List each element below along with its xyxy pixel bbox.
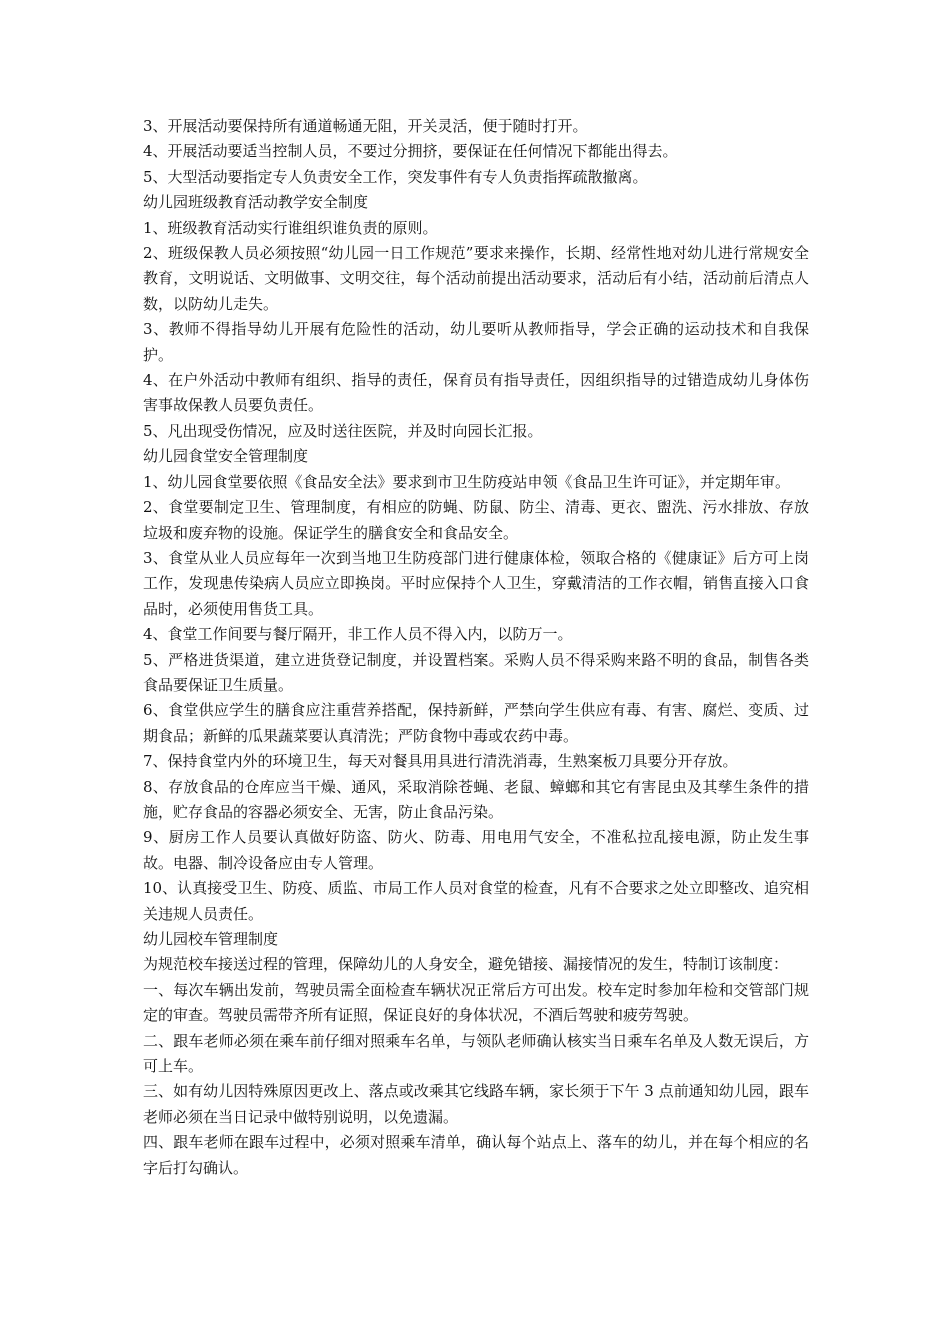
section-heading: 幼儿园班级教育活动教学安全制度 [143, 193, 369, 212]
paragraph: 4、开展活动要适当控制人员，不要过分拥挤，要保证在任何情况下都能出得去。 [143, 142, 678, 161]
document-page [143, 114, 809, 1181]
section-heading: 幼儿园校车管理制度 [143, 930, 279, 948]
paragraph: 5、大型活动要指定专人负责安全工作，突发事件有专人负责指挥疏散撤离。 [143, 167, 648, 186]
paragraph: 2、班级保教人员必须按照“幼儿园一日工作规范”要求来操作，长期、经常性地对幼儿进行常规安全教育，文明说话、文明做事、文明交往，每个活动前提出活动要求，活动后有小结，活动前后清点人数，以防幼儿走失。 [143, 244, 809, 313]
paragraph: 7、保持食堂内外的环境卫生，每天对餐具用具进行清洗消毒，生熟案板刀具要分开存放。 [143, 752, 738, 771]
paragraph: 5、严格进货渠道，建立进货登记制度，并设置档案。采购人员不得采购来路不明的食品，制售各类食品要保证卫生质量。 [143, 650, 809, 694]
paragraph: 8、存放食品的仓库应当干燥、通风，采取消除苍蝇、老鼠、蟑螂和其它有害昆虫及其孳生条件的措施，贮存食品的容器必须安全、无害，防止食品污染。 [143, 777, 809, 821]
paragraph: 为规范校车接送过程的管理，保障幼儿的人身安全，避免错接、漏接情况的发生，特制订该制度： [143, 955, 789, 974]
paragraph: 5、凡出现受伤情况，应及时送往医院，并及时向园长汇报。 [143, 421, 543, 440]
paragraph: 3、开展活动要保持所有通道畅通无阻，开关灵活，便于随时打开。 [143, 117, 588, 135]
paragraph: 4、在户外活动中教师有组织、指导的责任，保育员有指导责任，因组织指导的过错造成幼儿身体伤害事故保教人员要负责任。 [143, 371, 809, 415]
paragraph: 四、跟车老师在跟车过程中，必须对照乘车清单，确认每个站点上、落车的幼儿，并在每个相应的名字后打勾确认。 [143, 1133, 809, 1177]
paragraph: 2、食堂要制定卫生、管理制度，有相应的防蝇、防鼠、防尘、清毒、更衣、盥洗、污水排放、存放垃圾和废弃物的设施。保证学生的膳食安全和食品安全。 [143, 498, 809, 542]
paragraph: 9、厨房工作人员要认真做好防盗、防火、防毒、用电用气安全，不准私拉乱接电源，防止发生事故。电器、制冷设备应由专人管理。 [143, 828, 809, 872]
paragraph: 一、每次车辆出发前，驾驶员需全面检查车辆状况正常后方可出发。校车定时参加年检和交管部门规定的审查。驾驶员需带齐所有证照，保证良好的身体状况，不酒后驾驶和疲劳驾驶。 [143, 980, 809, 1025]
paragraph: 3、教师不得指导幼儿开展有危险性的活动，幼儿要听从教师指导，学会正确的运动技术和自我保护。 [143, 320, 809, 364]
paragraph: 1、班级教育活动实行谁组织谁负责的原则。 [143, 218, 438, 237]
paragraph: 三、如有幼儿因特殊原因更改上、落点或改乘其它线路车辆，家长须于下午 3 点前通知幼儿园，跟车老师必须在当日记录中做特别说明，以免遗漏。 [143, 1082, 809, 1126]
paragraph: 6、食堂供应学生的膳食应注重营养搭配，保持新鲜，严禁向学生供应有毒、有害、腐烂、变质、过期食品；新鲜的瓜果蔬菜要认真清洗；严防食物中毒或农药中毒。 [143, 701, 809, 745]
paragraph: 4、食堂工作间要与餐厅隔开，非工作人员不得入内，以防万一。 [143, 625, 573, 644]
paragraph: 10、认真接受卫生、防疫、质监、市局工作人员对食堂的检查，凡有不合要求之处立即整改、追究相关违规人员责任。 [143, 879, 809, 923]
section-heading: 幼儿园食堂安全管理制度 [143, 447, 309, 466]
paragraph: 3、食堂从业人员应每年一次到当地卫生防疫部门进行健康体检，领取合格的《健康证》后方可上岗工作，发现患传染病人员应立即换岗。平时应保持个人卫生，穿戴清洁的工作衣帽，销售直接入口食品时，必须使用售货工具。 [143, 548, 809, 618]
paragraph: 二、跟车老师必须在乘车前仔细对照乘车名单，与领队老师确认核实当日乘车名单及人数无误后，方可上车。 [143, 1031, 809, 1076]
paragraph: 1、幼儿园食堂要依照《食品安全法》要求到市卫生防疫站申领《食品卫生许可证》，并定期年审。 [143, 472, 791, 491]
